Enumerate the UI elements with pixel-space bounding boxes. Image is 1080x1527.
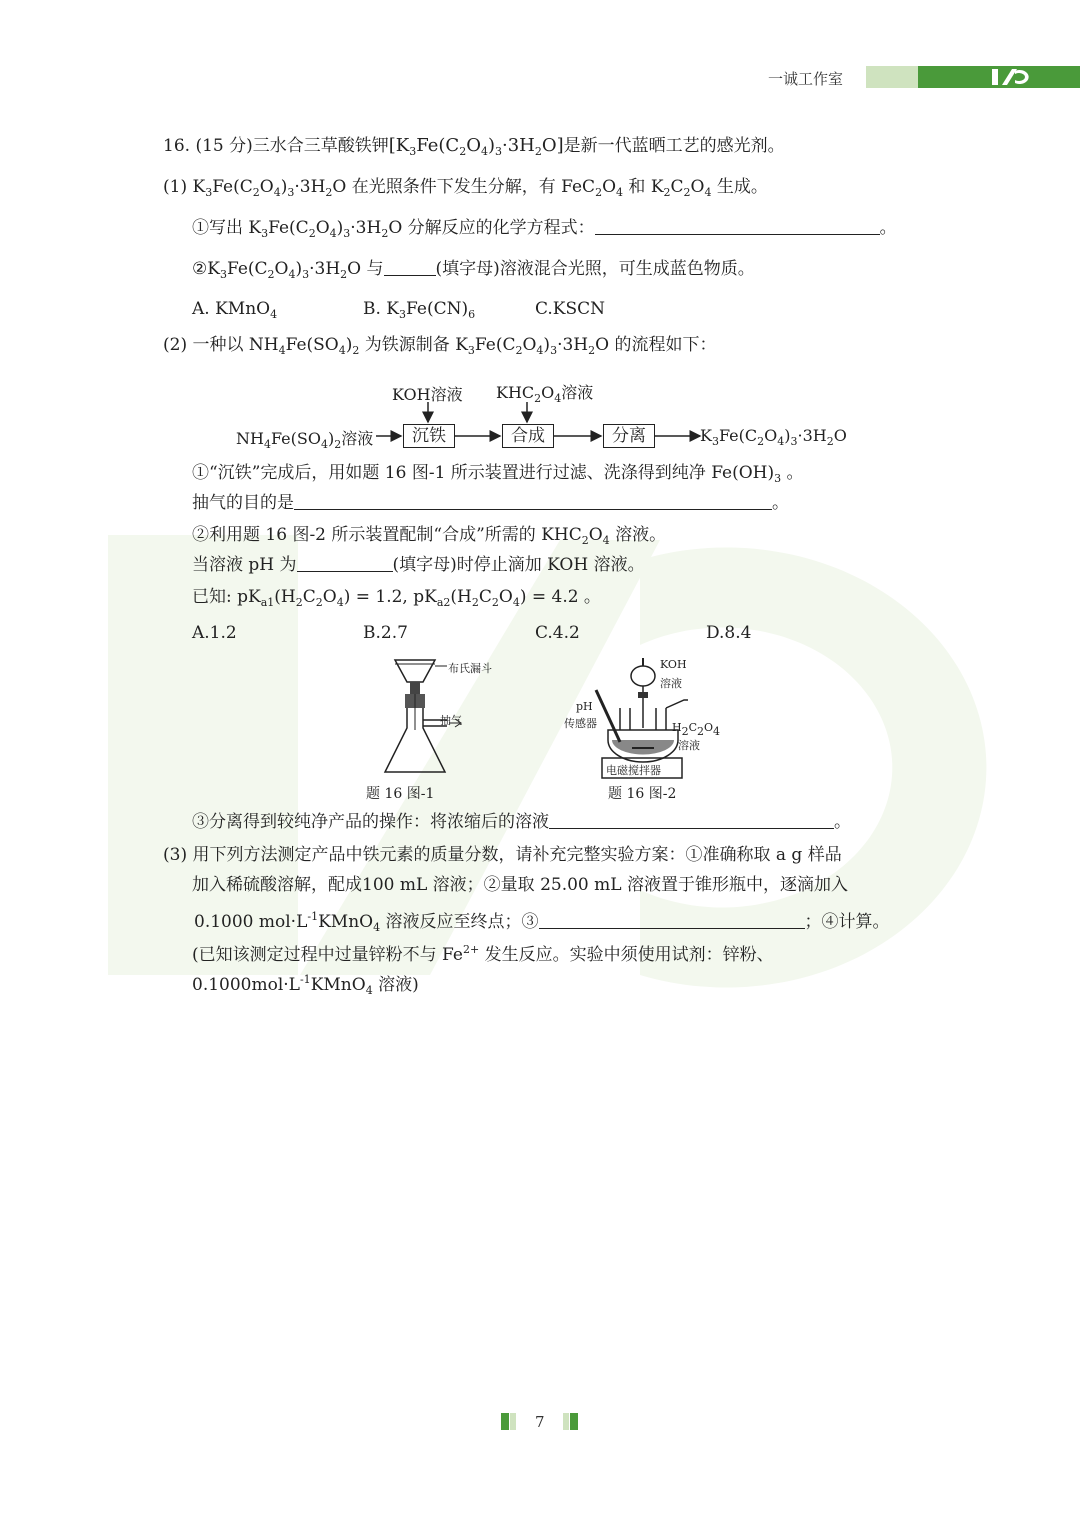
answer-blank-ph[interactable] bbox=[297, 553, 393, 572]
part1-sub2: $②K_3Fe(C_2O_4)_3\cdot 3H_2O$ 与 (填字母)溶液混合光照，可生成蓝色物质。 bbox=[192, 259, 755, 281]
figure2-label-ph: pH bbox=[576, 700, 593, 713]
part3-line5: $0.1000mol\cdot L^{-1}KMnO_4$ 溶液) bbox=[192, 973, 419, 997]
figure1-caption: 题 16 图-1 bbox=[366, 786, 435, 802]
option-2c: C.4.2 bbox=[535, 623, 580, 643]
option-1b: B. $K_3Fe(CN)_6$ bbox=[363, 299, 476, 321]
footer-bar-right-dark bbox=[570, 1413, 578, 1430]
header-studio-name: 一诚工作室 bbox=[768, 70, 844, 88]
option-1c: C.KSCN bbox=[535, 299, 606, 319]
part2-sub1b: 抽气的目的是 。 bbox=[192, 493, 789, 513]
header-bar-light bbox=[866, 66, 918, 88]
question-title: 16. (15 分)三水合三草酸铁钾$[K_3Fe(C_2O_4)_3\cdot 3H_2O]$是新一代蓝晒工艺的感光剂。 bbox=[163, 135, 785, 158]
figure2-label-oxalic-solution: 溶液 bbox=[678, 739, 700, 752]
figure2-label-koh: KOH bbox=[660, 658, 687, 671]
part3-line1: (3) 用下列方法测定产品中铁元素的质量分数，请补充完整实验方案：①准确称取 a g 样品 bbox=[163, 845, 842, 865]
footer-bar-left-light bbox=[510, 1413, 516, 1430]
process-flow-diagram bbox=[230, 376, 860, 456]
part2-sub2a: ②利用题 16 图-2 所示装置配制“合成”所需的 $KHC_2O_4$ 溶液。 bbox=[192, 525, 667, 547]
part1-intro: (1) $K_3Fe(C_2O_4)_3\cdot 3H_2O$ 在光照条件下发生分解，有 $FeC_2O_4$ 和 $K_2C_2O_4$ 生成。 bbox=[163, 177, 768, 199]
part1-sub1: ①写出 $K_3Fe(C_2O_4)_3\cdot 3H_2O$ 分解反应的化学方程式： 。 bbox=[192, 218, 897, 240]
answer-blank-procedure[interactable] bbox=[539, 910, 805, 929]
option-2b: B.2.7 bbox=[363, 623, 408, 643]
part3-line4: (已知该测定过程中过量锌粉不与 $Fe^{2+}$ 发生反应。实验中须使用试剂：锌粉、 bbox=[192, 943, 774, 965]
part2-sub1a: ①“沉铁”完成后，用如题 16 图-1 所示装置进行过滤、洗涤得到纯净 $Fe(OH)_3$ 。 bbox=[192, 463, 804, 485]
part3-line2: 加入稀硫酸溶解，配成100 mL 溶液；②量取 25.00 mL 溶液置于锥形瓶中，逐滴加入 bbox=[192, 875, 848, 895]
figure2-label-oxalic: $H_2C_2O_4$ bbox=[672, 721, 721, 738]
flow-step-separation: 分离 bbox=[603, 424, 655, 448]
footer-bar-left-dark bbox=[501, 1413, 509, 1430]
part2-intro: (2) 一种以 $NH_4Fe(SO_4)_2$ 为铁源制备 $K_3Fe(C_2O_4)_3\cdot 3H_2O$ 的流程如下： bbox=[163, 335, 717, 357]
flow-arrows bbox=[230, 376, 860, 456]
flow-reagent-khc2o4: $KHC_2O_4$溶液 bbox=[496, 383, 594, 405]
figure2-label-koh-solution: 溶液 bbox=[660, 677, 682, 690]
part2-sub3: ③分离得到较纯净产品的操作：将浓缩后的溶液 。 bbox=[192, 812, 851, 832]
figure2-label-sensor: 传感器 bbox=[564, 717, 597, 730]
answer-blank-equation[interactable] bbox=[595, 216, 880, 235]
part2-known: 已知: $pK_{a1}(H_2C_2O_4) = 1.2$, $pK_{a2}(H_2C_2O_4) = 4.2$ 。 bbox=[192, 587, 601, 609]
figure2-caption: 题 16 图-2 bbox=[608, 786, 677, 802]
option-2a: A.1.2 bbox=[192, 623, 237, 643]
page-number: 7 bbox=[535, 1413, 545, 1431]
figure2-label-stirrer: 电磁搅拌器 bbox=[606, 764, 661, 777]
footer-bar-right-light bbox=[563, 1413, 569, 1430]
part3-line3: 0.1000 $mol\cdot L^{-1}KMnO_4$ 溶液反应至终点；③ ；④计算。 bbox=[194, 910, 890, 934]
part2-sub2b: 当溶液 pH 为 (填字母)时停止滴加 KOH 溶液。 bbox=[192, 555, 645, 575]
flow-start: $NH_4Fe(SO_4)_2$溶液 bbox=[236, 429, 374, 451]
answer-blank-separation[interactable] bbox=[549, 810, 834, 829]
flow-product: $K_3Fe(C_2O_4)_3\cdot 3H_2O$ bbox=[700, 426, 847, 448]
figure1-label-air: 抽气 bbox=[440, 714, 462, 727]
figure1-label-funnel: 布氏漏斗 bbox=[448, 662, 492, 675]
flow-step-precipitate: 沉铁 bbox=[403, 424, 455, 448]
option-2d: D.8.4 bbox=[706, 623, 752, 643]
figure2-titration-apparatus bbox=[580, 648, 720, 780]
header-logo-icon bbox=[988, 67, 1038, 87]
flow-reagent-koh: KOH溶液 bbox=[392, 385, 463, 404]
figure1-buchner-apparatus bbox=[355, 650, 495, 790]
answer-blank-reagent[interactable] bbox=[384, 257, 436, 276]
flow-step-synthesis: 合成 bbox=[502, 424, 554, 448]
answer-blank-suction[interactable] bbox=[294, 491, 772, 510]
option-1a: A. KMnO$_4$ bbox=[192, 299, 278, 321]
